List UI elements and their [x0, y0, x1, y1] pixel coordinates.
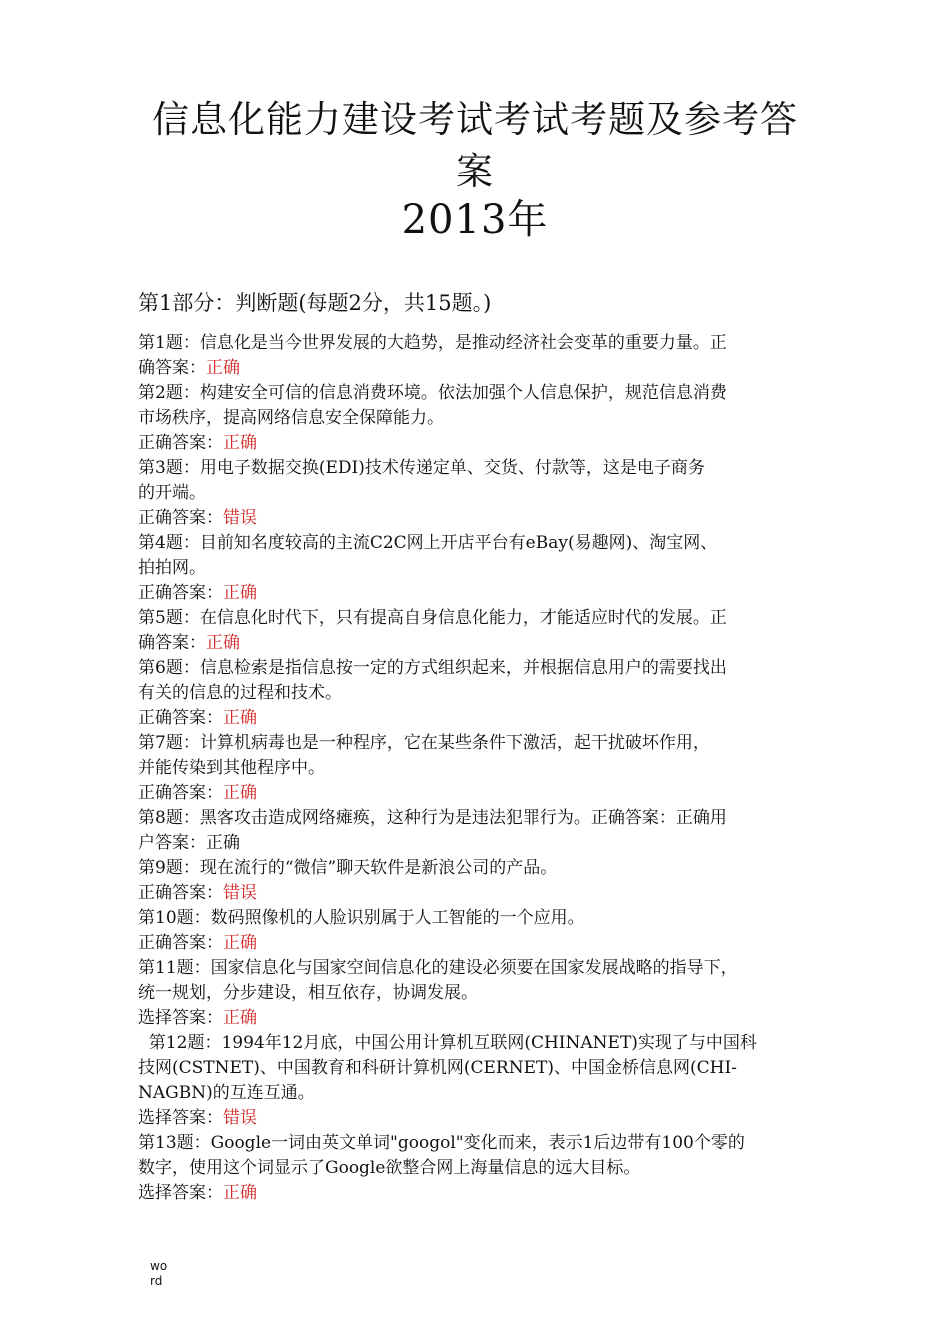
- question-line: [138, 456, 828, 481]
- question-text: 第5题：在信息化时代下，只有提高自身信息化能力，才能适应时代的发展。正: [138, 608, 727, 628]
- answer-value: 正确: [223, 1183, 257, 1203]
- question-text: 第4题：目前知名度较高的主流C2C网上开店平台有eBay(易趣网)、淘宝网、: [138, 533, 718, 553]
- question-line: [138, 1106, 828, 1131]
- question-text: 确答案：: [138, 633, 206, 653]
- question-line: [138, 406, 828, 431]
- question-line: [138, 681, 828, 706]
- question-text: 第6题：信息检索是指信息按一定的方式组织起来，并根据信息用户的需要找出: [138, 658, 727, 678]
- question-line: [138, 1181, 828, 1206]
- question-line: [138, 906, 828, 931]
- footer-watermark: [150, 1259, 180, 1289]
- question-text: 第9题：现在流行的“微信”聊天软件是新浪公司的产品。: [138, 858, 558, 878]
- question-text: 第1题：信息化是当今世界发展的大趋势，是推动经济社会变革的重要力量。正: [138, 333, 727, 353]
- question-text: 技网(CSTNET)、中国教育和科研计算机网(CERNET)、中国金桥信息网(CHI-: [138, 1058, 737, 1078]
- question-line: [138, 1081, 828, 1106]
- question-line: [138, 1056, 828, 1081]
- question-line: [138, 956, 828, 981]
- answer-value: 正确: [223, 708, 257, 728]
- question-text: 有关的信息的过程和技术。: [138, 683, 342, 703]
- question-line: [138, 631, 828, 656]
- answer-value: 正确: [223, 583, 257, 603]
- question-line: [138, 1156, 828, 1181]
- document-title-line-2: 案: [456, 150, 494, 193]
- question-line: [138, 706, 828, 731]
- question-text: 市场秩序，提高网络信息安全保障能力。: [138, 408, 444, 428]
- question-line: [138, 756, 828, 781]
- question-line: [138, 356, 828, 381]
- question-text: 选择答案：: [138, 1108, 223, 1128]
- question-text: 第2题：构建安全可信的信息消费环境。依法加强个人信息保护，规范信息消费: [138, 383, 727, 403]
- document-title-year: 2013年: [401, 197, 549, 243]
- question-text: 正确答案：: [138, 883, 223, 903]
- question-line: [138, 1006, 828, 1031]
- document-title-line-1: 信息化能力建设考试考试考题及参考答: [152, 98, 798, 141]
- question-text: 统一规划，分步建设，相互依存，协调发展。: [138, 983, 478, 1003]
- question-line: [138, 606, 828, 631]
- question-line: [138, 831, 828, 856]
- question-text: 正确答案：: [138, 708, 223, 728]
- question-line: [138, 556, 828, 581]
- answer-value: 正确: [206, 633, 240, 653]
- question-text: 正确答案：: [138, 783, 223, 803]
- question-line: [138, 506, 828, 531]
- question-line: [138, 731, 828, 756]
- question-text: 正确答案：: [138, 933, 223, 953]
- question-line: [138, 1031, 828, 1056]
- question-line: [138, 881, 828, 906]
- question-line: [138, 806, 828, 831]
- question-line: [138, 481, 828, 506]
- question-line: [138, 781, 828, 806]
- question-text: 正确答案：: [138, 508, 223, 528]
- question-text: 第7题：计算机病毒也是一种程序，它在某些条件下激活，起干扰破坏作用，: [138, 733, 710, 753]
- question-text: 的开端。: [138, 483, 206, 503]
- question-line: [138, 581, 828, 606]
- question-text: 选择答案：: [138, 1008, 223, 1028]
- question-text: 第11题：国家信息化与国家空间信息化的建设必须要在国家发展战略的指导下，: [138, 958, 738, 978]
- question-line: [138, 331, 828, 356]
- question-text: 拍拍网。: [138, 558, 206, 578]
- answer-value: 正确: [206, 358, 240, 378]
- answer-value: 正确: [223, 1008, 257, 1028]
- question-text: 并能传染到其他程序中。: [138, 758, 325, 778]
- question-text: 正确答案：: [138, 433, 223, 453]
- answer-value: 正确: [223, 433, 257, 453]
- question-line: [138, 981, 828, 1006]
- question-text: 确答案：: [138, 358, 206, 378]
- question-line: [138, 381, 828, 406]
- question-text: 户答案：正确: [138, 833, 240, 853]
- question-line: [138, 531, 828, 556]
- section-heading: 第1部分：判断题(每题2分，共15题。): [138, 291, 492, 315]
- answer-value: 错误: [223, 1108, 257, 1128]
- answer-value: 正确: [223, 783, 257, 803]
- question-text: 选择答案：: [138, 1183, 223, 1203]
- question-text: NAGBN)的互连互通。: [138, 1083, 315, 1103]
- question-text: 数字，使用这个词显示了Google欲整合网上海量信息的远大目标。: [138, 1158, 641, 1178]
- answer-value: 正确: [223, 933, 257, 953]
- question-line: [138, 656, 828, 681]
- answer-value: 错误: [223, 508, 257, 528]
- question-text: 第3题：用电子数据交换(EDI)技术传递定单、交货、付款等，这是电子商务: [138, 458, 705, 478]
- question-line: [138, 931, 828, 956]
- question-list: [138, 331, 828, 1206]
- question-text: 第12题：1994年12月底，中国公用计算机互联网(CHINANET)实现了与中国科: [138, 1033, 757, 1053]
- question-text: 第13题：Google一词由英文单词"googol"变化而来，表示1后边带有100个零的: [138, 1133, 745, 1153]
- question-text: 正确答案：: [138, 583, 223, 603]
- footer-line-1: wo: [150, 1259, 168, 1273]
- question-line: [138, 856, 828, 881]
- question-text: 第10题：数码照像机的人脸识别属于人工智能的一个应用。: [138, 908, 585, 928]
- question-line: [138, 1131, 828, 1156]
- question-line: [138, 431, 828, 456]
- question-text: 第8题：黑客攻击造成网络瘫痪，这种行为是违法犯罪行为。正确答案：正确用: [138, 808, 727, 828]
- answer-value: 错误: [223, 883, 257, 903]
- footer-line-2: rd: [150, 1274, 163, 1288]
